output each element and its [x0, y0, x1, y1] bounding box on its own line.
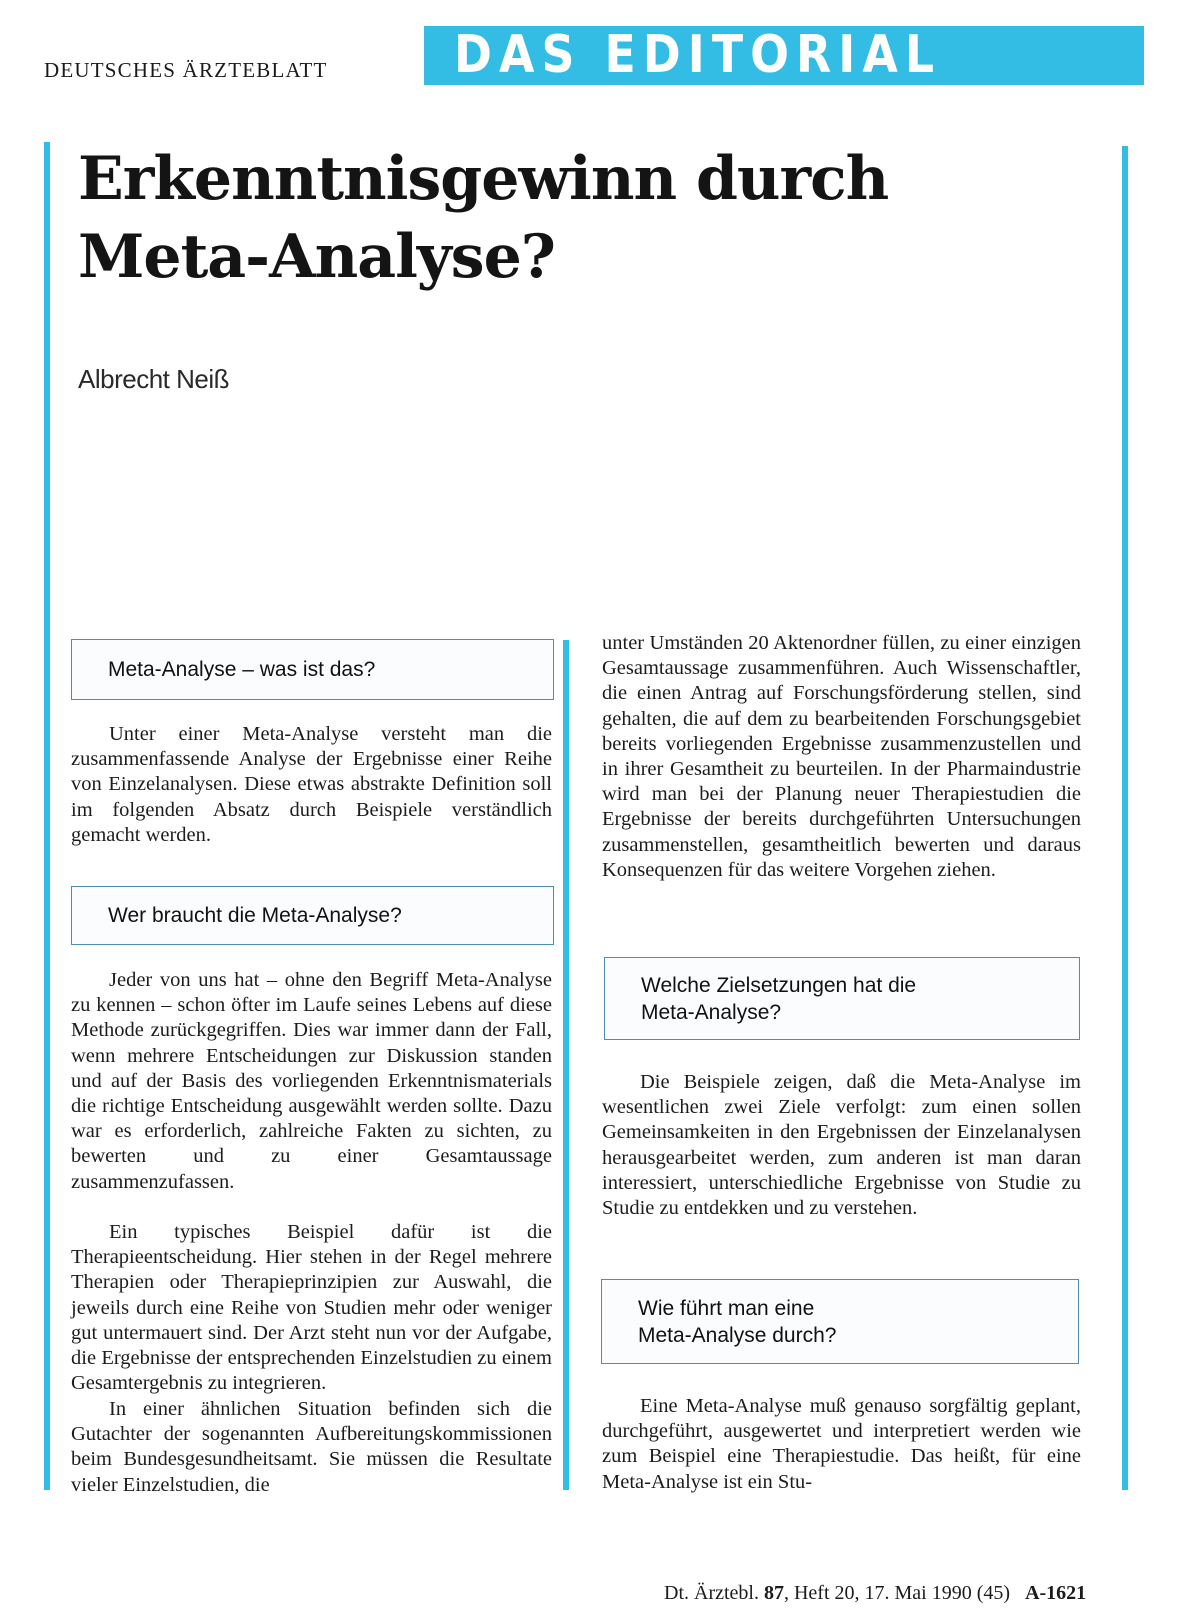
section-2-paragraph-3: In einer ähnlichen Situation befinden sich die Gutachter der sogenannten Aufbereitungskommissionen beim Bundesgesundheitsamt. Sie müssen die Resultate vieler Einzelstudien, die	[71, 1398, 552, 1496]
footer-citation-rest: , Heft 20, 17. Mai 1990 (45)	[783, 1582, 1011, 1604]
page-footer	[664, 1582, 1086, 1605]
section-2-paragraph-3-continued: unter Umständen 20 Aktenordner füllen, zu einer einzigen Gesamtaussage zusammenführen. Auch Wissenschaftler, die einen Antrag auf Forschungsförderung stellen, sind gehalten, die auf dem zu bearbeitenden Forschungsgebiet bereits vorliegenden Ergebnisse zusammenzustellen und in ihrer Gesamtheit zu beurteilen. In der Pharmaindustrie wird man bei der Planung neuer Therapiestudien die Ergebnisse der bereits durchgeführten Untersuchungen zusammenstellen, gesamtheitlich bewerten und daraus Konsequenzen für das weitere Vorgehen ziehen.	[602, 632, 1081, 881]
journal-name: DEUTSCHES ÄRZTEBLATT	[44, 58, 328, 82]
section-heading-box-4	[601, 1279, 1079, 1364]
section-heading-3-line-1: Welche Zielsetzungen hat die	[641, 973, 917, 997]
banner-label: DAS EDITORIAL	[454, 25, 942, 85]
section-3-paragraph: Die Beispiele zeigen, daß die Meta-Analyse im wesentlichen zwei Ziele verfolgt: zum einen sollen Gemeinsamkeiten in den Ergebnissen der Einzelanalysen herausgearbeitet werden, zum anderen ist man daran interessiert, unterschiedliche Ergebnisse von Studie zu Studie zu entdekken und zu verstehen.	[602, 1071, 1081, 1220]
section-heading-4	[638, 1295, 836, 1349]
title-line-2: Meta-Analyse?	[78, 222, 555, 292]
right-accent-bar	[1122, 146, 1128, 1490]
section-heading-1: Meta-Analyse – was ist das?	[108, 658, 376, 681]
section-heading-2: Wer braucht die Meta-Analyse?	[108, 904, 402, 927]
section-1-paragraph: Unter einer Meta-Analyse versteht man die zusammenfassende Analyse der Ergebnisse einer Reihe von Einzelanalysen. Diese etwas abstrakte Definition soll im folgenden Absatz durch Beispiele verständlich gemacht werden.	[71, 723, 552, 846]
section-heading-4-line-1: Wie führt man eine	[638, 1296, 815, 1320]
footer-citation-prefix: Dt. Ärztebl.	[664, 1582, 759, 1604]
section-heading-3-line-2: Meta-Analyse?	[641, 1000, 782, 1024]
middle-accent-bar	[563, 640, 569, 1490]
section-4-paragraph: Eine Meta-Analyse muß genauso sorgfältig geplant, durchgeführt, ausgewertet und interpretiert werden wie zum Beispiel eine Therapiestudie. Das heißt, für eine Meta-Analyse ist ein Stu-	[602, 1395, 1081, 1493]
section-2-paragraph-1: Jeder von uns hat – ohne den Begriff Meta-Analyse zu kennen – schon öfter im Laufe seines Lebens auf diese Methode zurückgegriffen. Dies war immer dann der Fall, wenn mehrere Entscheidungen zur Diskussion standen und auf der Basis des vorliegenden Erkenntnismaterials die richtige Entscheidung ausgewählt werden sollte. Dazu war es erforderlich, zahlreiche Fakten zu sichten, zu bewerten und zu einer Gesamtaussage zusammenzufassen.	[71, 969, 552, 1193]
editorial-banner	[424, 26, 1144, 85]
section-heading-4-line-2: Meta-Analyse durch?	[638, 1323, 837, 1347]
title-line-1: Erkenntnisgewinn durch	[78, 144, 889, 214]
section-heading-box-3	[604, 957, 1080, 1040]
section-heading-box-2	[71, 886, 554, 945]
left-accent-bar	[44, 142, 50, 1490]
section-heading-box-1	[71, 639, 554, 700]
footer-page-number: A-1621	[1025, 1582, 1087, 1604]
author-name: Albrecht Neiß	[78, 364, 229, 394]
article-title	[78, 140, 1078, 296]
footer-volume: 87	[763, 1582, 784, 1604]
section-heading-3	[641, 972, 916, 1026]
section-2-paragraph-2: Ein typisches Beispiel dafür ist die Therapieentscheidung. Hier stehen in der Regel mehrere Therapien oder Therapieprinzipien zur Auswahl, die jeweils durch eine Reihe von Studien mehr oder weniger gut untermauert sind. Der Arzt steht nun vor der Aufgabe, die Ergebnisse der entsprechenden Einzelstudien zu einem Gesamtergebnis zu integrieren.	[71, 1221, 552, 1395]
